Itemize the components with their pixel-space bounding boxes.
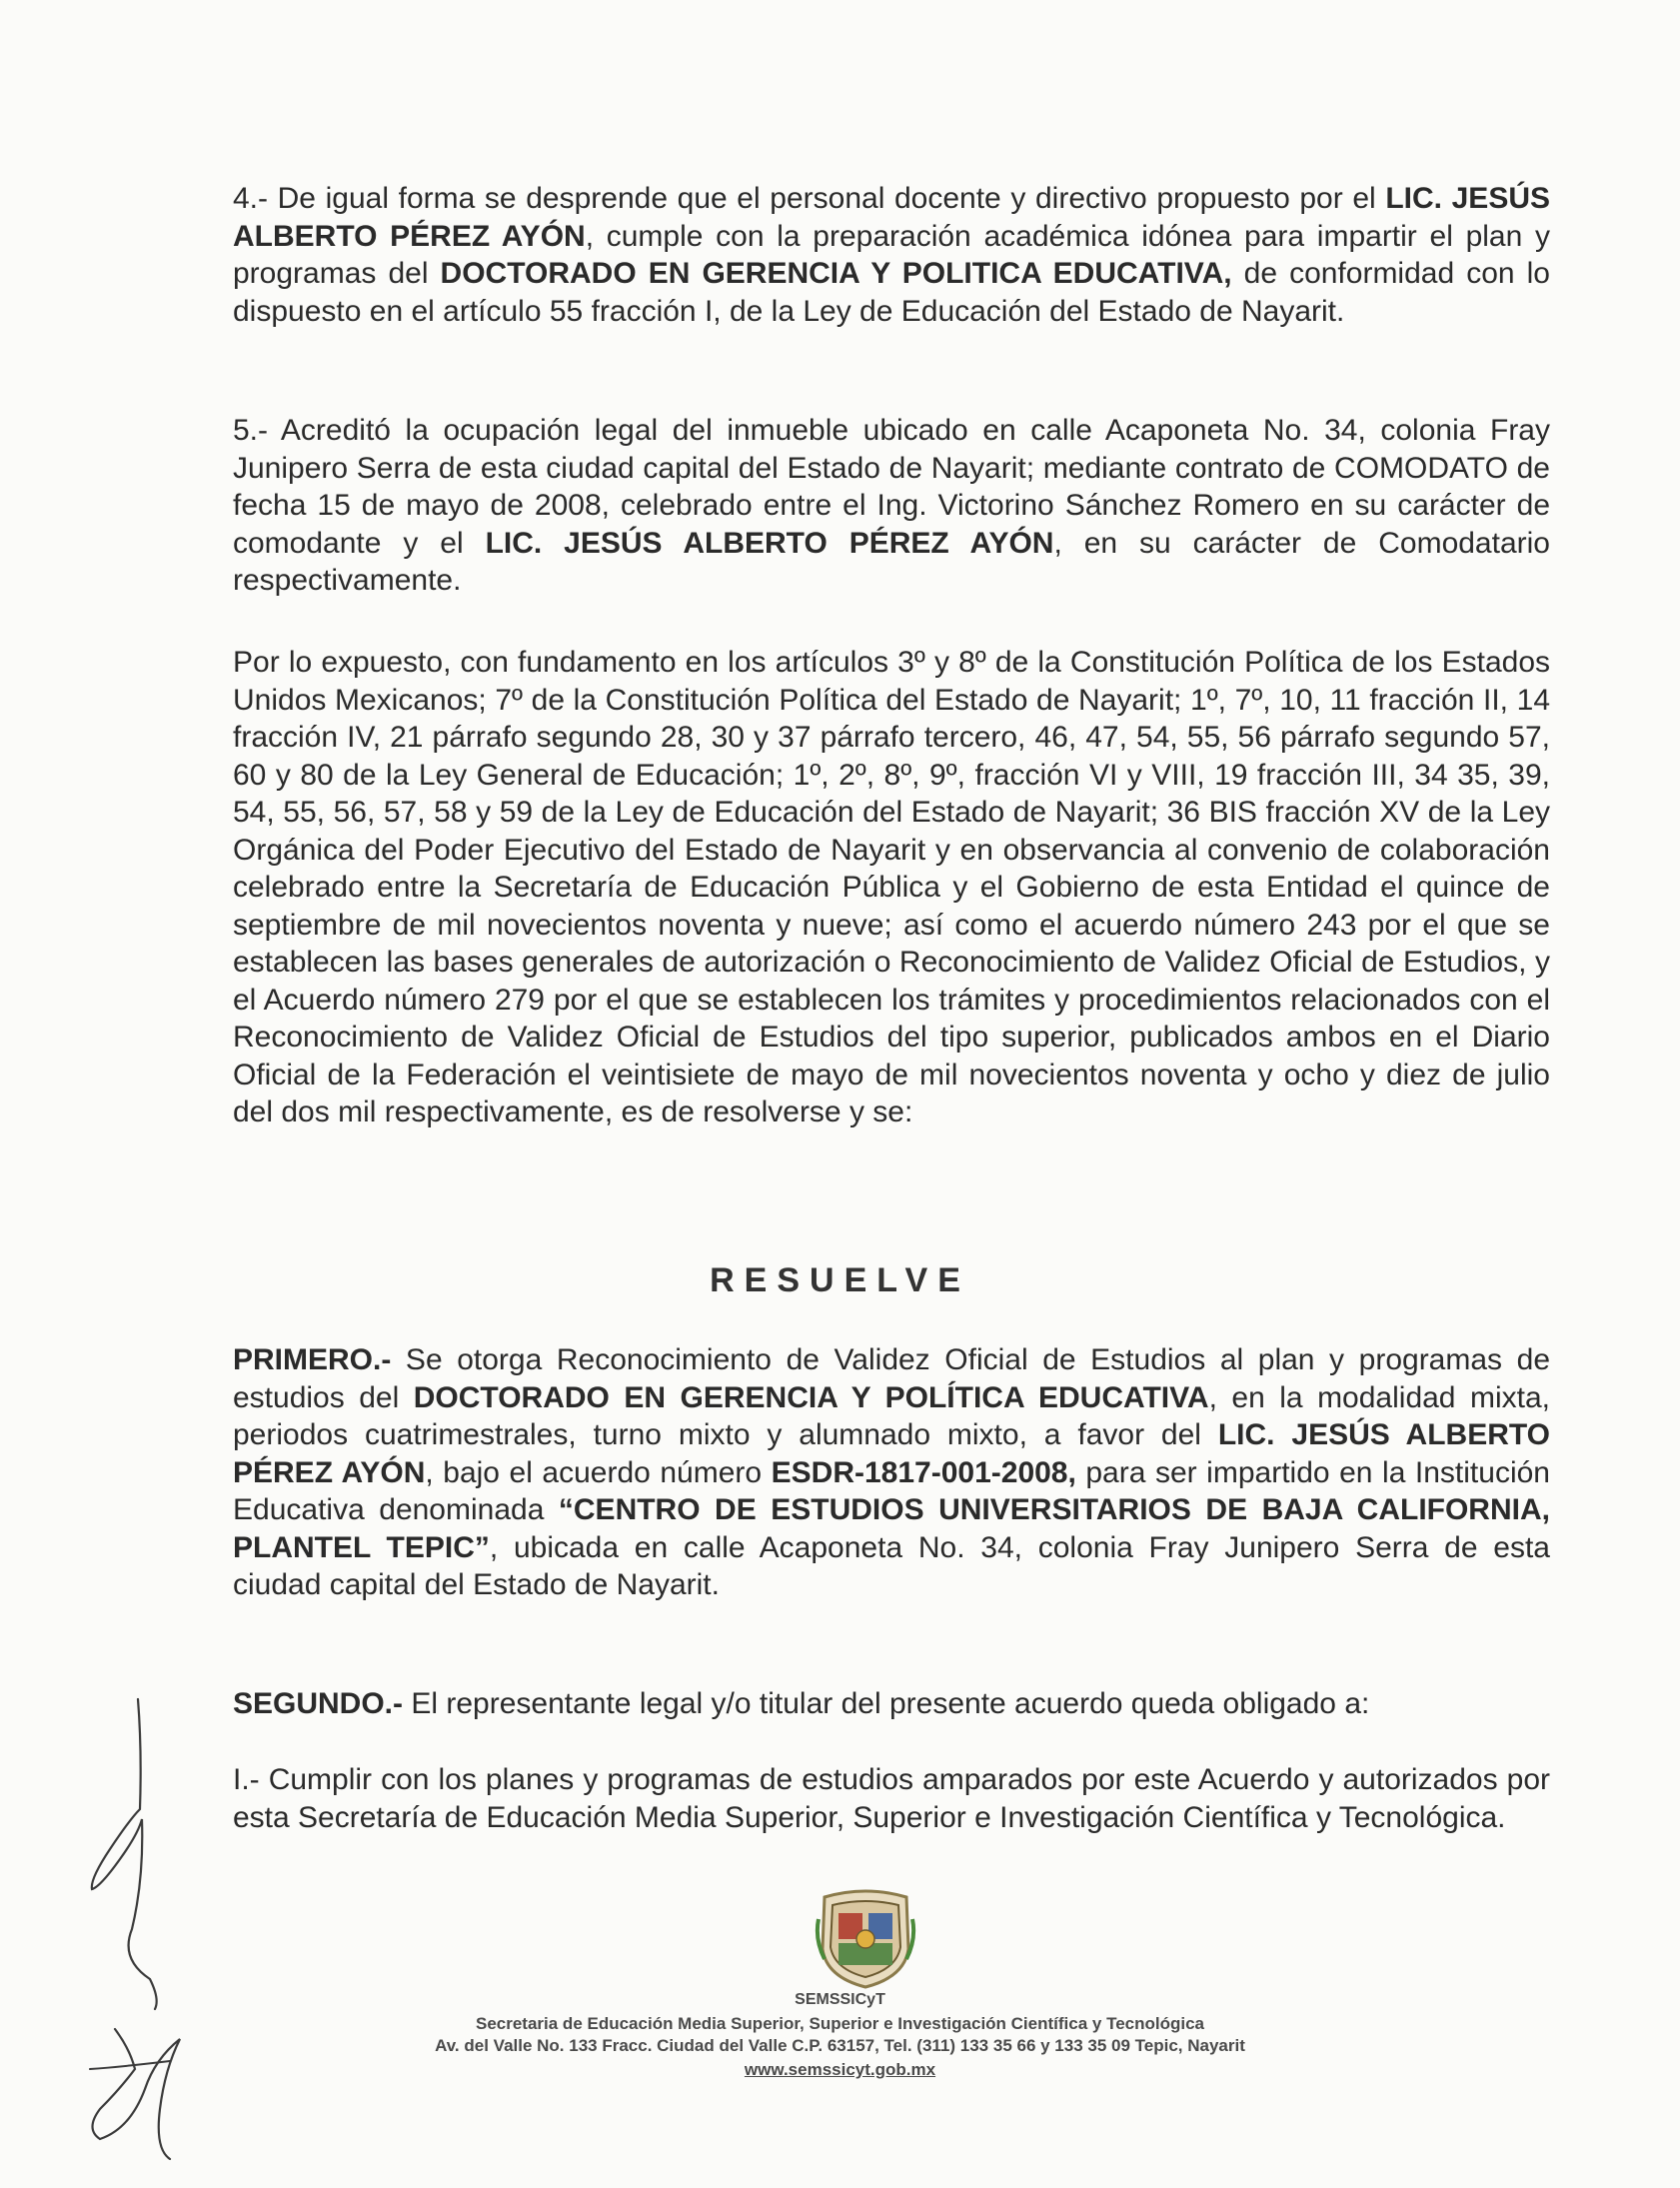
coat-of-arms-logo — [815, 1889, 916, 1989]
bold-program: DOCTORADO EN GERENCIA Y POLITICA EDUCATIVA, — [440, 257, 1232, 290]
text: El representante legal y/o titular del presente acuerdo queda obligado a: — [403, 1687, 1370, 1720]
text: 4.- De igual forma se desprende que el personal docente y directivo propuesto por el — [233, 182, 1386, 215]
bold-program: DOCTORADO EN GERENCIA Y POLÍTICA EDUCATIVA — [413, 1380, 1209, 1414]
text: , cumple con la preparación académica idónea para impartir el plan y programas del — [233, 219, 1550, 290]
handwritten-initials-signature — [60, 1689, 210, 2169]
paragraph-5 — [233, 412, 1550, 600]
paragraph-4 — [233, 180, 1550, 330]
bold-name: LIC. JESÚS ALBERTO PÉREZ AYÓN — [485, 526, 1054, 560]
footer-abbreviation: SEMSSICyT — [795, 1991, 885, 2008]
bold-name: LIC. JESÚS ALBERTO PÉREZ AYÓN — [233, 1418, 1550, 1489]
obligation-item-1 — [233, 1761, 1550, 1836]
text: de conformidad con lo dispuesto en el artículo 55 fracción I, de la Ley de Educación del Estado de Nayarit. — [233, 257, 1550, 328]
segundo-label: SEGUNDO.- — [233, 1687, 404, 1720]
paragraph-expuesto — [233, 644, 1550, 1131]
bold-name: LIC. JESÚS ALBERTO PÉREZ AYÓN — [233, 182, 1551, 253]
item-text: I.- Cumplir con los planes y programas de estudios amparados por este Acuerdo y autorizados por esta Secretaría de Educación Media Superior, Superior e Investigación Científica y Tecnológica. — [233, 1763, 1550, 1834]
footer-url-link[interactable]: www.semssicyt.gob.mx — [744, 2060, 936, 2079]
text: para ser impartido en la Institución Educativa denominada — [233, 1455, 1550, 1526]
bold-institution: “CENTRO DE ESTUDIOS UNIVERSITARIOS DE BAJA CALIFORNIA, PLANTEL TEPIC” — [233, 1493, 1550, 1564]
expuesto-text: Por lo expuesto, con fundamento en los artículos 3º y 8º de la Constitución Política de los Estados Unidos Mexicanos; 7º de la Constitución Política del Estado de Nayarit; 1º, 7º, 10, 11 fracción II, 14 fracción IV, 21 párrafo segundo 28, 30 y 37 párrafo tercero, 46, 47, 54, 55, 56 párrafo segundo 57, 60 y 80 de la Ley General de Educación; 1º, 2º, 8º, 9º, fracción VI y VIII, 19 fracción III, 34 35, 39, 54, 55, 56, 57, 58 y 59 de la Ley de Educación del Estado de Nayarit; 36 BIS fracción XV de la Ley Orgánica del Poder Ejecutivo del Estado de Nayarit y en observancia al convenio de colaboración celebrado entre la Secretaría de Educación Pública y el Gobierno de esta Entidad el quince de septiembre de mil novecientos noventa y nueve; así como el acuerdo número 243 por el que se establecen las bases generales de autorización o Reconocimiento de Validez Oficial de Estudios, y el Acuerdo número 279 por el que se establecen los trámites y procedimientos relacionados con el Reconocimiento de Validez Oficial de Estudios del tipo superior, publicados ambos en el Diario Oficial de la Federación el veintisiete de mayo de mil novecientos noventa y ocho y diez de julio del dos mil respectivamente, es de resolverse y se: — [233, 646, 1550, 1128]
paragraph-segundo — [233, 1685, 1550, 1723]
bold-agreement-number: ESDR-1817-001-2008, — [771, 1455, 1076, 1489]
footer-line-2: Av. del Valle No. 133 Fracc. Ciudad del Valle C.P. 63157, Tel. (311) 133 35 66 y 133 35 09 Tepic, Nayarit — [435, 2036, 1245, 2055]
primero-label: PRIMERO.- — [233, 1343, 392, 1376]
text: , en la modalidad mixta, periodos cuatrimestrales, turno mixto y alumnado mixto, a favor del — [233, 1380, 1550, 1451]
paragraph-primero — [233, 1341, 1550, 1604]
text: , en su carácter de Comodatario respectivamente. — [233, 526, 1550, 597]
resuelve-heading: RESUELVE — [710, 1261, 970, 1299]
text: 5.- Acreditó la ocupación legal del inmueble ubicado en calle Acaponeta No. 34, colonia Fray Junipero Serra de esta ciudad capital del Estado de Nayarit; mediante contrato de COMODATO de fecha 15 de mayo de 2008, celebrado entre el Ing. Victorino Sánchez Romero en su carácter de comodante y el — [233, 414, 1550, 560]
text: Se otorga Reconocimiento de Validez Oficial de Estudios al plan y programas de estudios del — [233, 1343, 1550, 1414]
text: , ubicada en calle Acaponeta No. 34, colonia Fray Junipero Serra de esta ciudad capital del Estado de Nayarit. — [233, 1530, 1550, 1601]
text: , bajo el acuerdo número — [425, 1455, 772, 1489]
footer-line-1: Secretaria de Educación Media Superior, Superior e Investigación Científica y Tecnológica — [475, 2014, 1205, 2033]
